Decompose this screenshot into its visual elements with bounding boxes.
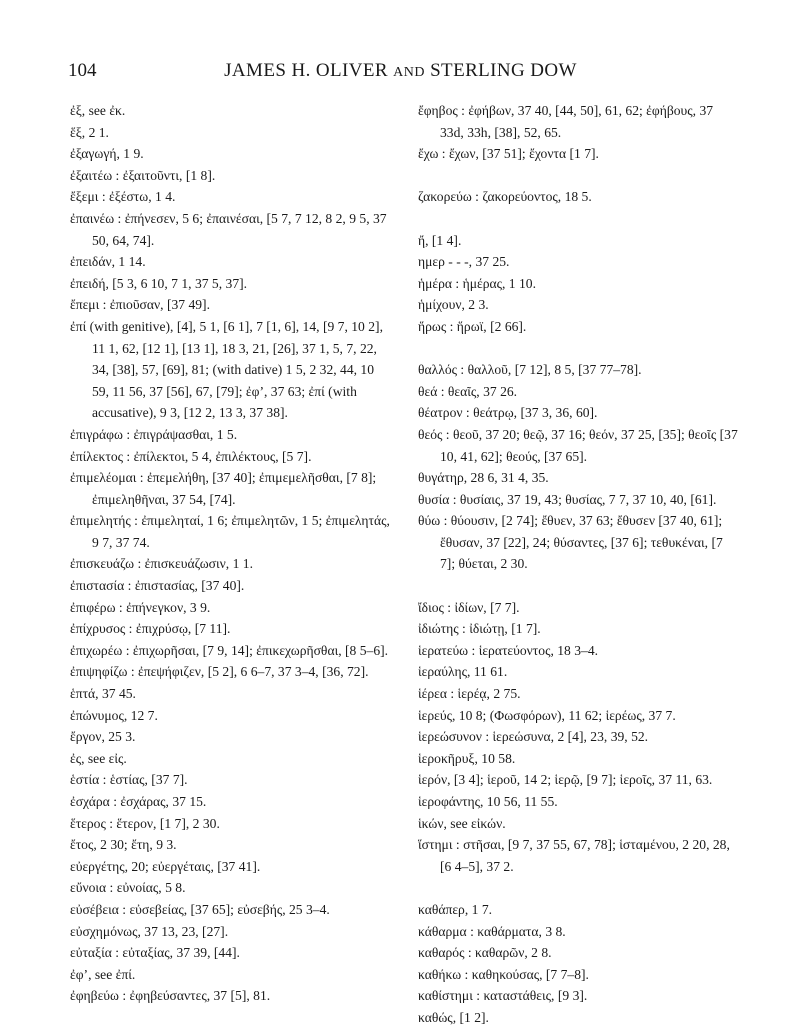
index-entry: ἔργον, 25 3. [70,729,136,745]
index-entry: ζακορεύω : ζακορεύοντος, 18 5. [418,189,592,205]
index-entry: ἱερεύς, 10 8; (Φωσφόρων), 11 62; ἱερέως, 37 7. [418,707,676,723]
running-header [0,60,801,90]
index-entry: καθήκω : καθηκούσας, [7 7–8]. [418,966,589,982]
index-entry: ἐπισκευάζω : ἐπισκευάζωσιν, 1 1. [70,556,253,572]
index-entry: ἐπίχρυσος : ἐπιχρύσῳ, [7 11]. [70,621,231,637]
index-entry: ἔτος, 2 30; ἔτη, 9 3. [70,837,177,853]
title-connector: AND [393,65,425,80]
index-entry: καθώς, [1 2]. [418,1009,489,1025]
index-entry: ἐπί (with genitive), [4], 5 1, [6 1], 7 [1, 6], 14, [9 7, 10 2], 11 1, 62, [12 1], [13 1], 18 3, 21, [26], 37 1, 5, 7, 22, 34, [38], 57, [69], 81; (with dative) 1 5, 2 32, 44, 10 59, 11 56, 37 [56], 67, [79]; ἐφ’, 37 63; ἐπί (with accusative), 9 3, [12 2, 13 3, 37 38]. [70,318,383,421]
index-entry: ἐξαιτέω : ἐξαιτοῦντι, [1 8]. [70,167,216,183]
index-entry: ἵστημι : στῆσαι, [9 7, 37 55, 67, 78]; ἱσταμένου, 2 20, 28, [6 4–5], 37 2. [418,837,730,874]
index-entry: ἔφηβος : ἐφήβων, 37 40, [44, 50], 61, 62; ἐφήβους, 37 33d, 33h, [38], 52, 65. [418,103,714,140]
section-gap [418,165,740,187]
index-entry: ἔπεμι : ἐπιοῦσαν, [37 49]. [70,297,210,313]
index-entry: ἐς, see εἰς. [70,750,127,766]
index-entry: ἐπίλεκτος : ἐπίλεκτοι, 5 4, ἐπιλέκτους, [5 7]. [70,448,312,464]
section-gap [418,338,740,360]
index-entry: θεά : θεαῖς, 37 26. [418,383,518,399]
section-gap [418,208,740,230]
index-entry: ἐπιφέρω : ἐπήνεγκον, 3 9. [70,599,211,615]
index-entry: καθάπερ, 1 7. [418,901,493,917]
index-entry: θέατρον : θεάτρῳ, [37 3, 36, 60]. [418,405,598,421]
index-entry: ἱεραύλης, 11 61. [418,664,508,680]
index-entry: καθίστημι : καταστάθεις, [9 3]. [418,988,588,1004]
index-entry: θεός : θεοῦ, 37 20; θεῷ, 37 16; θεόν, 37 25, [35]; θεοῖς [37 10, 41, 62]; θεούς, [37 65]. [418,426,738,464]
index-entry: ἐξ, see ἐκ. [70,103,126,118]
index-entry: ἐπιψηφίζω : ἐπεψήφιζεν, [5 2], 6 6–7, 37 3–4, [36, 72]. [70,664,369,680]
index-entry: ἕξ, 2 1. [70,124,109,140]
index-entry: ἐπιμελητής : ἐπιμεληταί, 1 6; ἐπιμελητῶν, 1 5; ἐπιμελητάς, 9 7, 37 74. [70,513,390,550]
index-entry: ἱερεώσυνον : ἱερεώσυνα, 2 [4], 23, 39, 52. [418,729,649,745]
index-entry: ἐπαινέω : ἐπήνεσεν, 5 6; ἐπαινέσαι, [5 7, 7 12, 8 2, 9 5, 37 50, 64, 74]. [70,210,387,248]
index-entry: ἤ, [1 4]. [418,232,462,248]
index-entry: εὐσέβεια : εὐσεβείας, [37 65]; εὐσεβής, 25 3–4. [70,901,330,917]
index-entry: ἱέρεα : ἱερέᾳ, 2 75. [418,686,521,702]
index-entry: ἐφ’, see ἐπί. [70,966,136,982]
index-entry: ἑστία : ἑστίας, [37 7]. [70,772,188,788]
index-entry: ἐπώνυμος, 12 7. [70,707,158,723]
index-column-left [70,100,392,1007]
index-entry: ἴδιος : ἰδίων, [7 7]. [418,599,520,615]
index-entry: ἐπιχωρέω : ἐπιχωρῆσαι, [7 9, 14]; ἐπικεχωρῆσθαι, [8 5–6]. [70,642,389,658]
index-entry: εὐεργέτης, 20; εὐεργέταις, [37 41]. [70,858,261,874]
index-entry: θύω : θύουσιν, [2 74]; ἔθυεν, 37 63; ἔθυσεν [37 40, 61]; ἔθυσαν, 37 [22], 24; θύσαντες, [37 6]; τεθυκέναι, [7 7]; θύεται, 2 30. [418,513,723,572]
index-entry: ἱκών, see εἰκών. [418,815,506,831]
index-entry: ἐπειδάν, 1 14. [70,254,146,270]
index-entry: εὐταξία : εὐταξίας, 37 39, [44]. [70,945,240,961]
index-entry: ημερ - - -, 37 25. [418,254,510,270]
index-entry: ἑπτά, 37 45. [70,686,136,702]
index-entry: ἐφηβεύω : ἐφηβεύσαντες, 37 [5], 81. [70,988,271,1004]
index-entry: ἐπιμελέομαι : ἐπεμελήθη, [37 40]; ἐπιμεμελῆσθαι, [7 8]; ἐπιμεληθῆναι, 37 54, [74]. [70,470,377,507]
section-gap [418,877,740,899]
index-entry: ἱεροφάντης, 10 56, 11 55. [418,794,558,809]
index-entry: ἐπιγράφω : ἐπιγράψασθαι, 1 5. [70,426,238,442]
index-entry: ἱερατεύω : ἱερατεύοντος, 18 3–4. [418,642,599,658]
index-entry: ἥρως : ἥρωϊ, [2 66]. [418,318,527,334]
index-entry: ἔχω : ἔχων, [37 51]; ἔχοντα [1 7]. [418,146,599,162]
index-entry: ἡμέρα : ἡμέρας, 1 10. [418,275,536,291]
index-entry: θαλλός : θαλλοῦ, [7 12], 8 5, [37 77–78]. [418,362,642,378]
index-entry: ἐσχάρα : ἐσχάρας, 37 15. [70,794,207,809]
index-entry: ἐξαγωγή, 1 9. [70,146,144,162]
section-gap [418,575,740,597]
author-1: JAMES H. OLIVER [224,60,388,81]
index-entry: ἱεροκῆρυξ, 10 58. [418,750,516,766]
index-entry: θυγάτηρ, 28 6, 31 4, 35. [418,470,549,486]
author-2: STERLING DOW [430,60,577,81]
index-entry: εὐσχημόνως, 37 13, 23, [27]. [70,923,229,939]
index-entry: θυσία : θυσίαις, 37 19, 43; θυσίας, 7 7, 37 10, 40, [61]. [418,491,717,507]
index-entry: ἰδιώτης : ἰδιώτῃ, [1 7]. [418,621,541,637]
index-entry: ἱερόν, [3 4]; ἱεροῦ, 14 2; ἱερῷ, [9 7]; ἱεροῖς, 37 11, 63. [418,772,713,788]
index-column-right [418,100,740,1029]
index-entry: ἐπειδή, [5 3, 6 10, 7 1, 37 5, 37]. [70,275,248,291]
running-title [0,60,801,82]
index-entry: ἔξεμι : ἐξέστω, 1 4. [70,189,176,205]
index-entry: ἡμίχουν, 2 3. [418,297,489,313]
index-entry: ἐπιστασία : ἐπιστασίας, [37 40]. [70,578,245,594]
index-entry: εὔνοια : εὐνοίας, 5 8. [70,880,186,896]
index-entry: κάθαρμα : καθάρματα, 3 8. [418,923,566,939]
index-entry: καθαρός : καθαρῶν, 2 8. [418,945,552,961]
page-number: 104 [68,60,97,81]
index-entry: ἕτερος : ἕτερον, [1 7], 2 30. [70,815,220,831]
